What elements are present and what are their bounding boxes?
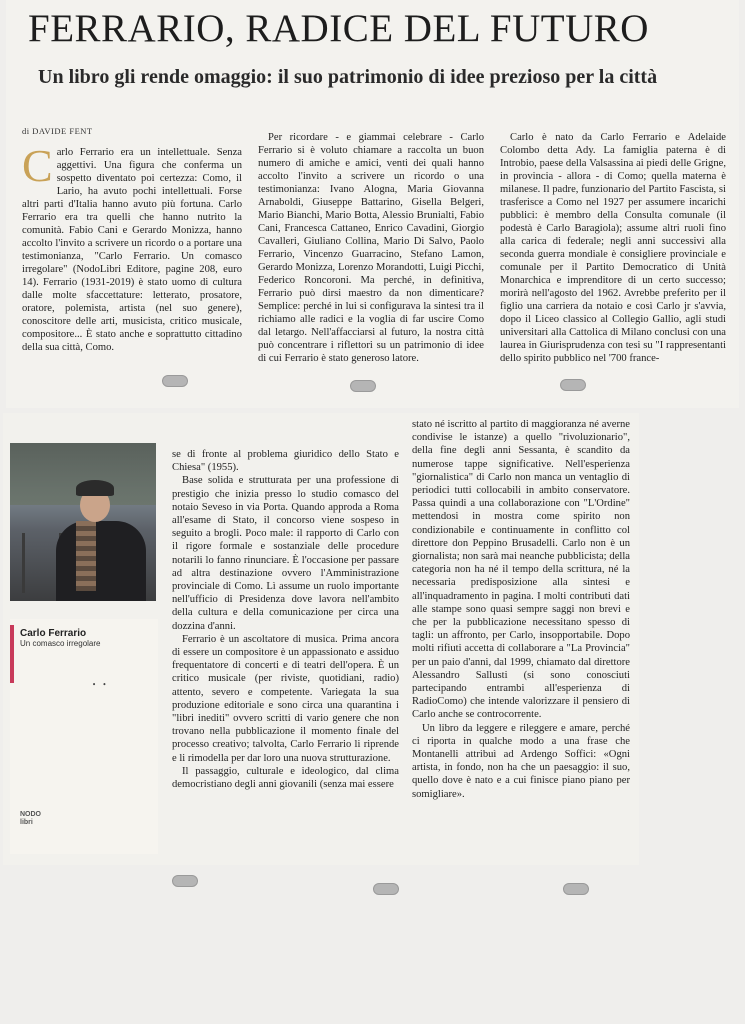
punch-hole xyxy=(172,875,198,887)
paragraph: se di fronte al problema giuridico dello Stato e Chiesa" (1955). xyxy=(172,449,399,474)
book-cover-band xyxy=(10,625,14,683)
article-column-1 xyxy=(22,140,242,354)
article-column-3 xyxy=(500,131,726,365)
article-bottom-column-2 xyxy=(412,418,630,801)
drop-cap: C xyxy=(22,140,53,191)
photo-scarf xyxy=(76,521,96,591)
photo-hat xyxy=(76,480,114,496)
punch-hole xyxy=(560,379,586,391)
paragraph: Un libro da leggere e rileggere e amare, perché ci riporta in qualche modo a una frase che Montanelli attribuì ad Ardengo Soffici: «Ogni artista, in fondo, non ha che un paesaggio: il suo, quello dove è nato e a cui finisce piano piano per somigliare». xyxy=(412,722,630,800)
paragraph: Ferrario è un ascoltatore di musica. Prima ancora di essere un compositore è un appassionato e assiduo frequentatore di concerti e di teatri dell'opera. È un critico musicale (per riviste, quotidiani, radio) attento, severo e competente. Variegata la sua produzione editoriale e sono circa una quarantina i "libri inediti" ovvero scritti di vario genere che non trovano nella pubblicazione il momento finale del processo creativo; talvolta, Carlo Ferrario li riprende e li rimodella per dar loro una nuova strutturazione. xyxy=(172,633,399,764)
paragraph: stato né iscritto al partito di maggioranza né averne condivise le istanze) a quello "rivoluzionario", della fine degli anni Sessanta, è scandito da numerose tappe significative. Nell'esperienza "giornalistica" di Carlo non manca un ventaglio di periodici tutti collocabili in ambito conservatore. Passa quindi a una collaborazione con "L'Ordine" mettendosi in mostra come spirito non condizionabile e continuamente in conflitto col direttore don Peppino Brusadelli. Carlo non è un giornalista; non sarà mai neanche pubblicista; della categoria non ha né il tempo della scrittura, né la necessaria predisposizione alla sintesi e all'inquadramento in pagina. I molti contributi dati alle stampe sono quasi sempre saggi non brevi e che per la pubblicazione necessitano spesso di tagli: un affronto, per Carlo, insopportabile. Dopo molti rifiuti accetta di collaborare a "La Provincia" per un paio d'anni, dal 1999, chiamato dal direttore Alessandro Sallusti (si sono conosciuti partecipando entrambi all'esperienza di RadioComo) che intende valorizzare il pensiero di Carlo anche se controcorrente. xyxy=(412,419,630,721)
article-byline: di DAVIDE FENT xyxy=(22,126,93,136)
photo-coat xyxy=(56,521,146,601)
punch-hole xyxy=(563,883,589,895)
column-3-text: Carlo è nato da Carlo Ferrario e Adelaide Colombo detta Ady. La famiglia paterna è di Introbio, paese della Valsassina ai piedi delle Grigne, in provincia - allora - di Como; quella materna è milanese. Il padre, funzionario del Partito Fascista, si trasferisce a Como nel 1927 per assumere incarichi pubblici: è membro della Consulta comunale (il podestà è Carlo Baragiola); assume altri ruoli fino alla carica di federale; negli anni successivi alla seconda guerra mondiale è consigliere provinciale e comunale per il Partito Democratico di Unità Monarchica e imprenditore di un certo successo; morirà nell'agosto del 1962. Avrebbe preferito per il figlio una carriera da notaio e così Carlo jr s'avvia, dopo il Liceo classico al Collegio Gallio, agli studi universitari alla Cattolica di Milano conclusi con una laurea in Giurisprudenza con tesi su "I rappresentanti dello spirito pubblico nel '700 france- xyxy=(500,132,726,364)
article-subheadline: Un libro gli rende omaggio: il suo patrimonio di idee prezioso per la città xyxy=(38,66,658,88)
article-headline: FERRARIO, RADICE DEL FUTURO xyxy=(28,7,649,50)
column-2-text: Per ricordare - e giammai celebrare - Carlo Ferrario si è voluto chiamare a raccolta un buon numero di amiche e amici, venti dei quali hanno accolto l'invito a scrivere un ricordo o una testimonianza: Ivano Alogna, Maria Giovanna Arnaboldi, Giuseppe Battarino, Gisella Belgeri, Mario Bianchi, Mario Botta, Alessio Brunialti, Fabio Cani, Francesca Cattaneo, Enrico Cavadini, Giorgio Cavalleri, Giuliano Collina, Mario Di Salvo, Paolo Ferrario, Vincenzo Guarracino, Stefano Lamon, Gerardo Monizza, Lorenzo Morandotti, Luigi Picchi, Federico Roncoroni. Ma perché, in definitiva, Ferrario può dirsi maestro da non dimenticare? Semplice: perché in lui si configurava la sintesi tra il richiamo alle radici e la voglia di far uscire Como dal letargo. Nell'affacciarsi al futuro, la nostra città può concentrare i riflettori su un patrimonio di idee di cui Ferrario è stato generoso latore. xyxy=(258,132,484,364)
book-cover-subtitle: Un comasco irregolare xyxy=(20,639,101,648)
article-column-2 xyxy=(258,131,484,365)
book-cover-ornament: • • xyxy=(92,681,109,689)
paragraph: Il passaggio, culturale e ideologico, dal clima democristiano degli anni giovanili (senza mai essere xyxy=(172,765,399,791)
punch-hole xyxy=(350,380,376,392)
paragraph: Base solida e strutturata per una professione di prestigio che inizia presso lo studio comasco del notaio Seveso in via Porta. Quando approda a Roma all'esame di Stato, il concorso viene sospeso in seguito a brogli. Poco male: il rapporto di Carlo con il rigore formale e sostanziale delle procedure notarili lo fanno rinunciare. È l'occasione per passare ad altra destinazione ovvero l'Amministrazione provinciale di Como. Lì assume un ruolo importante nell'ufficio di Presidenza dove lavora nell'ambito della cultura e della comunicazione per circa una dozzina d'anni. xyxy=(172,475,399,632)
punch-hole xyxy=(373,883,399,895)
punch-hole xyxy=(162,375,188,387)
publisher-logo: NODO libri xyxy=(20,811,41,826)
book-cover-title: Carlo Ferrario xyxy=(20,628,87,639)
article-bottom-column-1 xyxy=(172,448,399,791)
column-1-text: arlo Ferrario era un intellettuale. Senza aggettivi. Una figura che conferma un sospetto diventato poi certezza: Como, il Lario, ha avuto pochi intellettuali. Forse altri parti d'Italia hanno avuto più fortuna. Carlo Ferrario era tra quelli che hanno nutrito la comunità. Fabio Cani e Gerardo Monizza, hanno accolto l'invito a scrivere un ricordo o a portare una testimonianza, "Carlo Ferrario. Un comasco irregolare" (NodoLibri Editore, pagine 208, euro 14). Ferrario (1931-2019) è stato uomo di cultura dalle molte sfaccettature: letterato, prosatore, oratore, polemista, artista (nel suo genere), conoscitore delle arti, musicista, critico musicale, compositore... È stato anche e soprattutto cittadino della sua città, Como. xyxy=(22,147,242,353)
portrait-photo xyxy=(10,443,156,601)
